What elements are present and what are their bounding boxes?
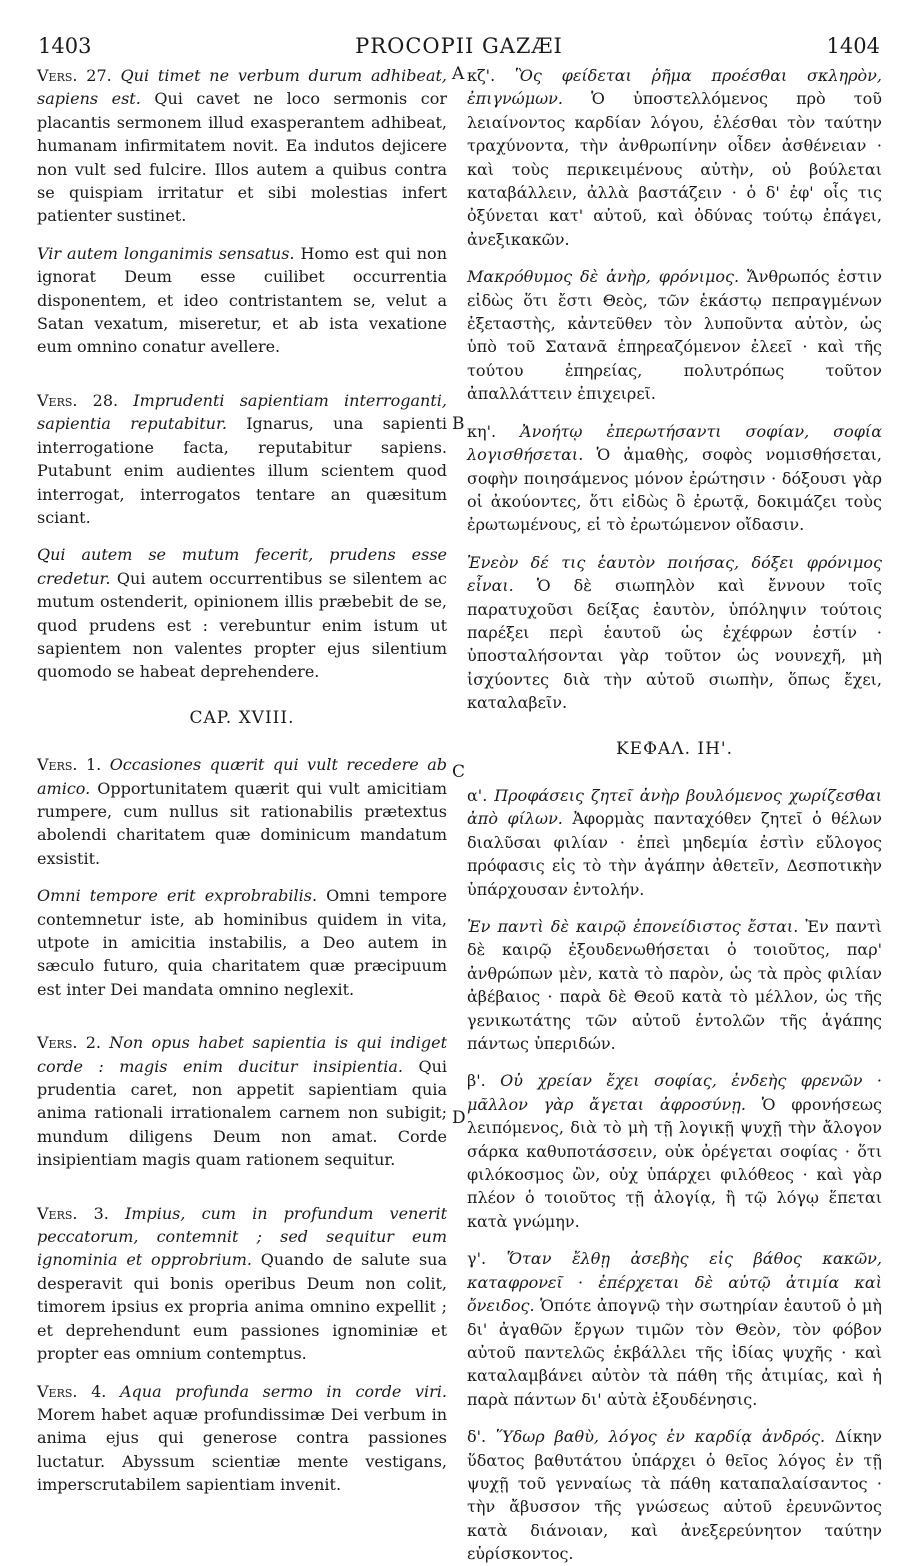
commentary-text: Ὁπότε ἀπογνῷ τὴν σωτηρίαν ἑαυτοῦ ὁ μὴ δι' ἀγαθῶν ἔργων τιμῶν τὸν Θεὸν, τὸν φόβον αὐτοῦ παντελῶς ἐκβάλλει τῆς ἰδίας ψυχῆς · καὶ καταλαμβάνει αὐτὸν τὰ πάθη τῆς ἀτιμίας, καὶ ἡ παρὰ πάντων δι' αὐτὰ ἐξουδένησις. — [467, 1296, 882, 1409]
verse-label: β'. — [467, 1071, 486, 1091]
latin-paragraph — [37, 884, 447, 1001]
commentary-text: Ἐν παντὶ δὲ καιρῷ ἐξουδενωθήσεται ὁ τοιοῦτος, παρ' ἀνθρώπων μὲν, κατὰ τὸ παρὸν, ὡς τὰ πρὸς φιλίαν ἀβέβαιος · παρὰ δὲ Θεοῦ κατὰ τὸ μέλλον, ὡς τῆς γενικωτάτης τῶν αὐτοῦ ἐντολῶν τῆς ἀγάπης πάντως ὑπεριδών. — [467, 917, 882, 1054]
latin-paragraph — [37, 1202, 447, 1366]
right-page-number: 1404 — [826, 34, 880, 58]
verse-lemma: Impius, cum in profundum venerit peccatorum, contemnit ; sed sequitur eum ignominia et opprobrium. — [37, 1203, 448, 1270]
margin-letter-d: D — [452, 1108, 466, 1128]
verse-lemma: Qui timet ne verbum durum adhibeat, sapiens est. — [37, 66, 447, 109]
verse-lemma: Μακρόθυμος δὲ ἀνὴρ, φρόνιμος. — [467, 267, 740, 287]
latin-column — [37, 64, 447, 1497]
latin-paragraph — [37, 242, 447, 359]
commentary-text: Ὁ ὑποστελλόμενος πρὸ τοῦ λειαίνοντος καρδίαν λόγου, ἐλέσθαι τὸν ταύτην τραχύνοντα, τὴν ἀνθρωπίνην οἶδεν ἀσθένειαν · καὶ τοὺς περικειμένους αὐτὴν, οὐ βούλεται καταβάλλειν, ἀλλὰ βαστάζειν · ὁ δ' ἐφ' οἷς τις ὀξύνεται κατ' αὐτοῦ, καὶ ὀδύνας τούτῳ ἐπάγει, ἀνεξικακῶν. — [467, 89, 882, 249]
latin-paragraph — [37, 64, 447, 228]
greek-paragraph — [467, 64, 882, 251]
verse-lemma: Ἐν παντὶ δὲ καιρῷ ἐπονείδιστος ἔσται. — [467, 917, 799, 936]
commentary-text: Ἄνθρωπός ἐστιν εἰδὼς ὅτι ἔστι Θεὸς, τῶν ἑκάστῳ πεπραγμένων ἐξεταστὴς, κἀντεῦθεν τὸν λυποῦντα αὐτὸν, ὡς ὑπὸ τοῦ Σατανᾶ ἐπηρεαζόμενον ἐλεεῖ · καὶ τῆς τούτου ἐπηρείας, πολυτρόπως τοῦτον ἀπαλλάττειν ἐπιχειρεῖ. — [467, 267, 883, 404]
verse-lemma: Ὃς φείδεται ῥῆμα προέσθαι σκληρὸν, ἐπιγνώμων. — [467, 66, 882, 109]
verse-lemma: Ὕδωρ βαθὺ, λόγος ἐν καρδίᾳ ἀνδρός. — [495, 1427, 826, 1447]
verse-label: α'. — [467, 785, 488, 805]
verse-lemma: Προφάσεις ζητεῖ ἀνὴρ βουλόμενος χωρίζεσθαι ἀπὸ φίλων. — [467, 785, 883, 829]
greek-paragraph — [467, 1069, 882, 1233]
chapter-heading: ΚΕΦΑΛ. ΙΗ'. — [615, 738, 734, 759]
greek-paragraph — [467, 551, 882, 715]
margin-letter-b: B — [452, 414, 465, 434]
verse-label: Vers. 4. — [37, 1381, 107, 1401]
greek-paragraph — [467, 915, 882, 1055]
verse-label: κη'. — [467, 421, 497, 441]
commentary-text: Ὁ δὲ σιωπηλὸν καὶ ἔννουν τοῖς παρατυχοῦσι δείξας ἑαυτὸν, ὑπόληψιν τούτοις παρέξει περὶ ἑαυτοῦ ὡς ἐχέφρων ἐστίν · ὑποσταλήσονται γὰρ τοῦτον ὡς νουνεχῆ, μὴ ἰσχύοντες διὰ τὴν αὐτοῦ σιωπὴν, ὅπως ἔχει, καταλαβεῖν. — [467, 576, 882, 713]
greek-column — [467, 64, 882, 1566]
verse-lemma: Occasiones quærit qui vult recedere ab amico. — [37, 755, 447, 798]
commentary-text: Opportunitatem quærit qui vult amicitiam rumpere, cum nullus sit rationabilis prætextus abolendi charitatem quæ dominicum mandatum exsistit. — [37, 778, 448, 868]
latin-paragraph — [37, 1380, 447, 1497]
verse-label: Vers. 28. — [37, 390, 119, 410]
verse-lemma: Imprudenti sapientiam interroganti, sapientia reputabitur. — [37, 390, 447, 434]
verse-lemma: Ἐνεὸν δέ τις ἑαυτὸν ποιήσας, δόξει φρόνιμος εἶναι. — [467, 552, 882, 596]
verse-lemma: Omni tempore erit exprobrabilis. — [37, 886, 318, 906]
greek-paragraph — [467, 1425, 882, 1565]
latin-paragraph — [37, 1031, 447, 1171]
greek-paragraph — [467, 420, 882, 537]
commentary-text: Qui cavet ne loco sermonis cor placantis sermonem illud exasperantem adhibeat, humanam infirmitatem novit. Ea indutos dejicere non vult sed fulcire. Illos autem a quibus contra se quispiam irritatur et sibi molestias infert patienter sustinet. — [37, 89, 448, 226]
verse-lemma: Οὐ χρείαν ἔχει σοφίας, ἐνδεὴς φρενῶν · μᾶλλον γὰρ ἄγεται ἀφροσύνῃ. — [467, 1071, 882, 1114]
verse-lemma: Qui autem se mutum fecerit, prudens esse credetur. — [37, 545, 447, 588]
commentary-text: Ἀφορμὰς πανταχόθεν ζητεῖ ὁ θέλων διαλῦσαι φιλίαν · ἐπεὶ μηδεμία ἐστὶν εὔλογος πρόφασις εἰς τὸ τὴν ἀγάπην ἀθετεῖν, Δεσποτικὴν ὑπάρχουσαν ἐντολήν. — [467, 809, 883, 899]
verse-label: κζ'. — [467, 66, 496, 85]
verse-label: Vers. 1. — [37, 755, 102, 775]
commentary-text: Ignarus, una sapienti interrogatione facta, reputabitur sapiens. Putabunt enim audientes illum scientem quod interrogat, interrogatos tentare an quæsitum sciant. — [37, 414, 448, 527]
verse-label: Vers. 3. — [37, 1203, 109, 1223]
greek-paragraph — [467, 784, 882, 901]
commentary-text: Ὁ φρονήσεως λειπόμενος, διὰ τὸ μὴ τῇ λογικῇ ψυχῇ τὴν ἄλογον σάρκα καθυποτάσσειν, οὐκ ὀρέγεται σοφίας · ὅτι φιλόκοσμος ὢν, οὐχ ὑπάρχει φιλόθεος · καὶ γὰρ πλέον ὁ τοιοῦτος τῇ ἀλογίᾳ, ἢ τῷ λόγῳ ἕπεται κατὰ γνώμην. — [467, 1094, 882, 1231]
commentary-text: Qui autem occurrentibus se silentem ac mutum ostenderit, opinionem illis præbebit de se, quod prudens est : verebuntur enim istum ut sapientem non valentes propter ejus silentium quomodo se habeat deprehendere. — [37, 568, 447, 682]
chapter-heading: CAP. XVIII. — [189, 707, 295, 728]
commentary-text: Qui prudentia caret, non appetit sapientiam quia anima rationali irrationalem carnem non subigit; mundum diligens Deum non amat. Corde insipientiam magis quam rationem sequitur. — [37, 1056, 447, 1170]
margin-letter-a: A — [452, 64, 465, 84]
latin-paragraph — [37, 389, 447, 529]
greek-paragraph — [467, 265, 882, 405]
verse-label: δ'. — [467, 1427, 487, 1447]
left-page-number: 1403 — [38, 34, 92, 58]
verse-label: γ'. — [467, 1249, 487, 1269]
commentary-text: Δίκην ὕδατος βαθυτάτου ὑπάρχει ὁ θεῖος λόγος ἐν τῇ ψυχῇ τοῦ γενναίως τὰ πάθη καταπαλαίσαντος · τὴν ἄβυσσον τῆς γνώσεως αὐτοῦ ἐρευνῶντος κατὰ διάνοιαν, καὶ ἀνεξερεύνητον ταύτην εὑρίσκοντος. — [467, 1427, 882, 1564]
verse-lemma: Aqua profunda sermo in corde viri. — [119, 1381, 448, 1401]
commentary-text: Homo est qui non ignorat Deum esse cuilibet occurrentia disponentem, et ideo contristantem se, velut a Satan vexatum, miseretur, et ab ista vexatione eum omnino conatur avellere. — [37, 243, 447, 357]
verse-lemma: Ἀνοήτῳ ἐπερωτήσαντι σοφίαν, σοφία λογισθήσεται. — [467, 421, 882, 465]
running-title: PROCOPII GAZÆI — [355, 34, 563, 58]
commentary-text: Ὁ ἀμαθὴς, σοφὸς νομισθήσεται, σοφὴν ποιησάμενος μόνον ἐρώτησιν · δόξουσι γὰρ οἱ ἀκούοντες, ὅτι εἰδὼς ὃ ἐρωτᾷ, δοκιμάζει τοὺς ἐρωτωμένους, εἰ τὸ ἐρωτώμενον οἴδασιν. — [467, 445, 882, 535]
latin-paragraph — [37, 753, 447, 870]
margin-letter-c: C — [452, 762, 466, 782]
verse-label: Vers. 2. — [37, 1033, 102, 1053]
verse-lemma: Ὅταν ἔλθῃ ἀσεβὴς εἰς βάθος κακῶν, καταφρονεῖ · ἐπέρχεται δὲ αὐτῷ ἀτιμία καὶ ὄνειδος. — [467, 1249, 882, 1316]
greek-paragraph — [467, 1247, 882, 1411]
verse-lemma: Vir autem longanimis sensatus. — [37, 243, 295, 263]
verse-lemma: Non opus habet sapientia is qui indiget corde : magis enim ducitur insipientia. — [37, 1033, 447, 1076]
running-header — [38, 34, 880, 62]
verse-label: Vers. 27. — [37, 66, 112, 85]
commentary-text: Quando de salute sua desperavit qui bonis operibus Deum non colit, timorem ipsius ex propria anima omnino expellit ; et deprehendunt eum passiones ignominiæ et propter eas omnium contemptus. — [37, 1250, 447, 1364]
commentary-text: Morem habet aquæ profundissimæ Dei verbum in anima ejus qui generose contra passiones luctatur. Abyssum scientiæ mente vestigans, imperscrutabilem sapientiam invenit. — [37, 1404, 447, 1495]
latin-paragraph — [37, 543, 447, 683]
commentary-text: Omni tempore contemnetur iste, ab hominibus quidem in vita, utpote in amicitia instabilis, a Deo autem in sæculo futuro, quia charitatem quæ præcipuum est inter Dei mandata omnino neglexit. — [37, 886, 448, 999]
